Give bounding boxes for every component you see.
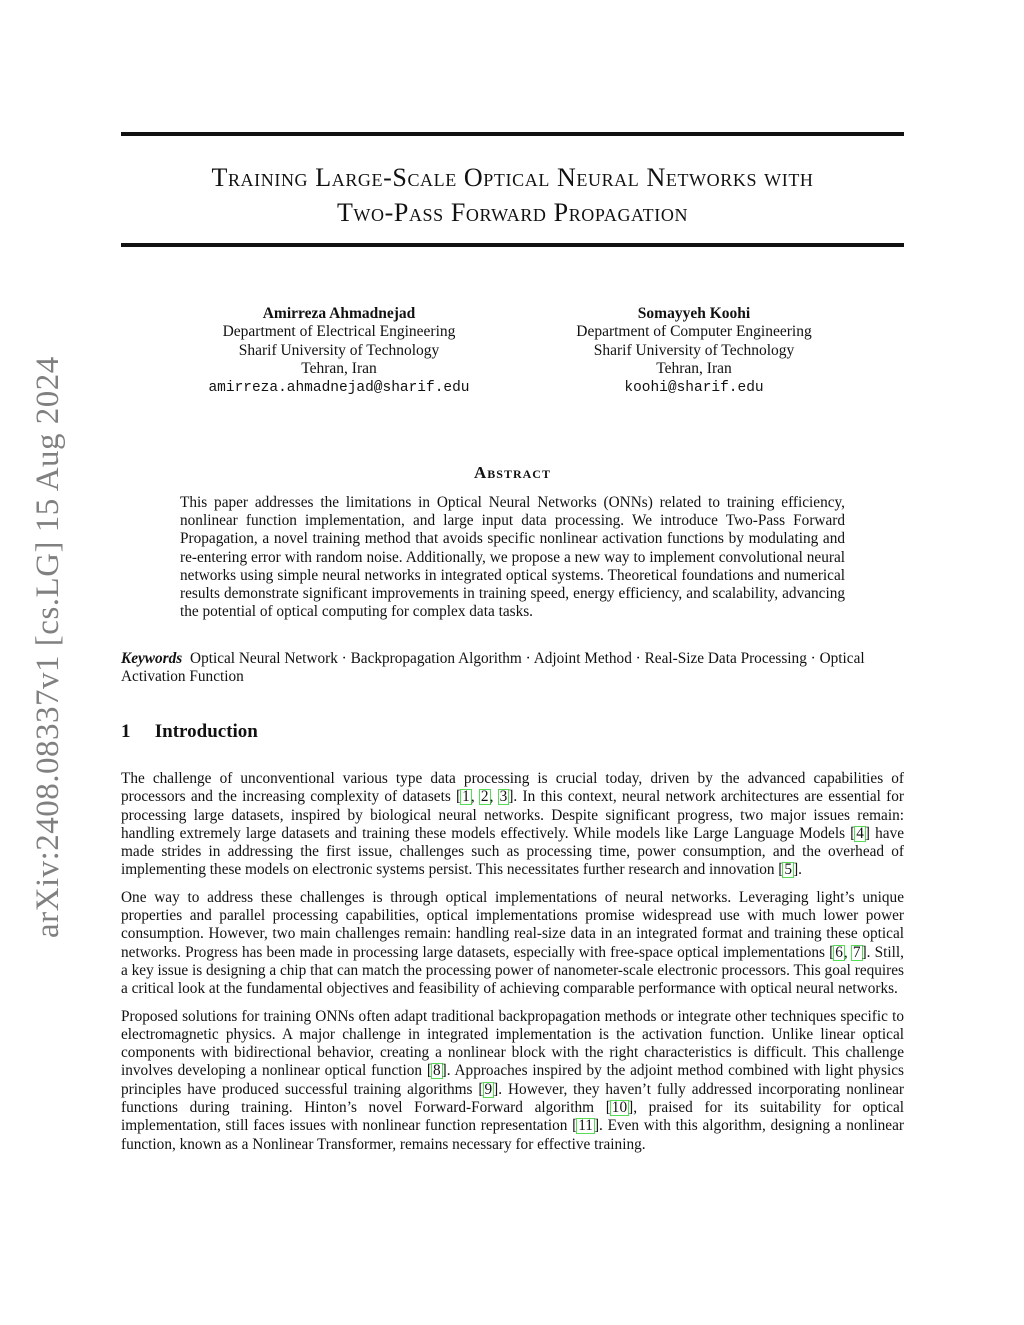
paragraph: The challenge of unconventional various type data processing is crucial today, driven by the advanced capabilities of processors and the increasing complexity of datasets [1, 2, 3]. In this context, neural network architectures are essential for processing large datasets, inspired by biological neural networks. Despite significant progress, two major issues remain: handling extremely large datasets and training these models effectively. While models like Large Language Models [4] have made strides in addressing the first issue, challenges such as processing time, power consumption, and the overhead of implementing these models on electronic systems persist. This necessitates further research and innovation [5].	[121, 770, 905, 879]
abstract-body: This paper addresses the limitations in Optical Neural Networks (ONNs) related to training efficiency, nonlinear function implementation, and large input data processing. We introduce Two-Pass Forward Propagation, a novel training method that avoids specific nonlinear activation functions by modulating and re-entering error with random noise. Additionally, we propose a new way to implement convolutional neural networks using simple neural networks in integrated optical systems. Theoretical foundations and numerical results demonstrate significant improvements in training speed, energy efficiency, and scalability, advancing the potential of optical computing for complex data tasks.	[180, 494, 845, 621]
author-department: Department of Electrical Engineering	[222, 323, 456, 341]
author-university: Sharif University of Technology	[593, 341, 795, 359]
keywords-text: Optical Neural Network · Backpropagation Algorithm · Adjoint Method · Real-Size Data Processing · Optical Activation Function	[121, 650, 865, 686]
author-location: Tehran, Iran	[656, 360, 732, 378]
citation-link[interactable]: 10	[611, 1099, 628, 1117]
introduction-body	[121, 770, 904, 1163]
citation-link[interactable]: 7	[852, 943, 861, 961]
citation-link[interactable]: 11	[578, 1117, 593, 1135]
author-block-2	[538, 305, 850, 397]
paragraph: Proposed solutions for training ONNs often adapt traditional backpropagation methods or integrate other techniques specific to electromagnetic physics. A major challenge in integrated implementation is the activation function. Unlike linear optical components with bidirectional behavior, creating a nonlinear block with the right characteristics is difficult. This challenge involves developing a nonlinear optical function [8]. Approaches inspired by the adjoint method combined with light physics principles have produced successful training algorithms [9]. However, they haven’t fully addressed incorporating nonlinear functions during training. Hinton’s novel Forward-Forward algorithm [10], praised for its suitability for optical implementation, still faces issues with nonlinear function representation [11]. Even with this algorithm, designing a nonlinear function, known as a Nonlinear Transformer, remains necessary for effective training.	[121, 1007, 904, 1153]
author-name: Amirreza Ahmadnejad	[262, 305, 416, 322]
paragraph: One way to address these challenges is through optical implementations of neural networks. Leveraging light’s unique properties and parallel processing capabilities, optical implementations promise widespread use with much lower power consumption. However, two main challenges remain: handling real-size data in an integrated format and training these optical networks. Progress has been made in processing large datasets, especially with free-space optical implementations [6, 7]. Still, a key issue is designing a chip that can match the processing power of nanometer-scale electronic processors. This goal requires a critical look at the fundamental objectives and feasibility of achieving comparable performance with optical neural networks.	[121, 888, 904, 998]
title-line-2: Two-Pass Forward Propagation	[336, 198, 689, 227]
author-name: Somayyeh Koohi	[637, 305, 751, 322]
citation-link[interactable]: 1	[462, 788, 470, 806]
keywords	[121, 650, 904, 686]
paper-title	[121, 160, 904, 230]
citation-link[interactable]: 4	[856, 824, 864, 842]
author-department: Department of Computer Engineering	[576, 323, 812, 341]
title-bottom-rule	[121, 243, 904, 247]
citation-link[interactable]: 6	[835, 943, 843, 961]
section-number: 1	[121, 721, 131, 742]
section-title: Introduction	[154, 721, 258, 742]
citation-link[interactable]: 9	[484, 1080, 493, 1098]
keywords-label: Keywords	[121, 650, 183, 667]
citation-link[interactable]: 8	[432, 1062, 441, 1080]
author-email[interactable]: koohi@sharif.edu	[624, 379, 764, 396]
abstract-heading: Abstract	[474, 463, 551, 482]
author-location: Tehran, Iran	[301, 360, 377, 378]
citation-link[interactable]: 2	[480, 788, 489, 806]
title-top-rule	[121, 132, 904, 136]
citation-link[interactable]: 5	[784, 861, 793, 879]
author-university: Sharif University of Technology	[238, 341, 440, 359]
section-heading	[121, 721, 258, 743]
title-line-1: Training Large-Scale Optical Neural Networks with	[211, 163, 814, 192]
author-block-1	[180, 305, 498, 397]
arxiv-identifier: arXiv:2408.08337v1 [cs.LG] 15 Aug 2024	[30, 356, 66, 938]
author-email[interactable]: amirreza.ahmadnejad@sharif.edu	[208, 379, 470, 396]
citation-link[interactable]: 3	[499, 788, 508, 806]
